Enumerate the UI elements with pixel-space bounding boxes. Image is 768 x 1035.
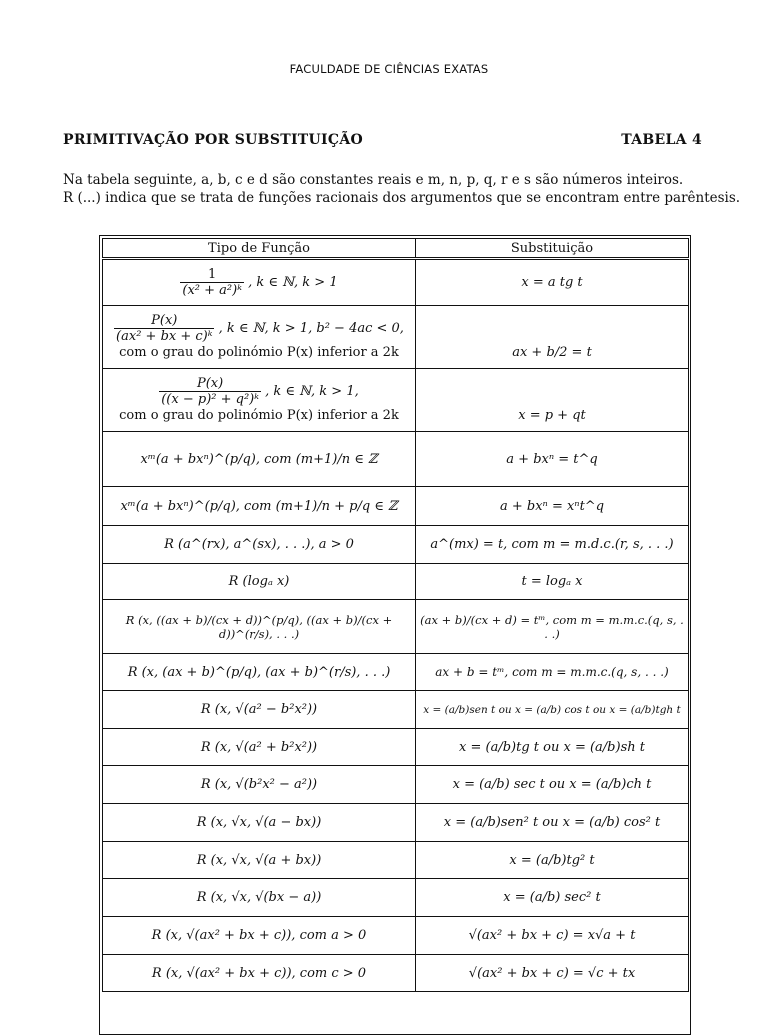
table-row	[103, 306, 689, 369]
table-row	[103, 879, 689, 917]
table-row	[103, 842, 689, 879]
substitution-table-frame	[99, 235, 691, 1035]
substitution-cell: a + bxⁿ = xⁿt^q	[416, 487, 689, 526]
substitution-cell: x = (a/b)sen t ou x = (a/b) cos t ou x = (a/b)tgh t	[416, 691, 689, 729]
function-cell: xᵐ(a + bxⁿ)^(p/q), com (m+1)/n + p/q ∈ ℤ	[103, 487, 416, 526]
fraction: $\frac{P(x)}{\text{(ax² + bx + c)ᵏ}}$	[116, 312, 213, 344]
intro-paragraph	[63, 171, 741, 207]
table-row	[103, 917, 689, 955]
function-cell: xᵐ(a + bxⁿ)^(p/q), com (m+1)/n ∈ ℤ	[103, 432, 416, 487]
substitution-cell: t = logₐ x	[416, 564, 689, 600]
function-cell: R (x, √x, √(a + bx))	[103, 842, 416, 879]
function-cell: R (x, √(b²x² − a²))	[103, 766, 416, 804]
function-cell: R (logₐ x)	[103, 564, 416, 600]
substitution-cell: a + bxⁿ = t^q	[416, 432, 689, 487]
table-row	[103, 955, 689, 992]
intro-line-1: Na tabela seguinte, a, b, c e d são constantes reais e m, n, p, q, r e s são números inteiros.	[63, 172, 684, 188]
table-row	[103, 691, 689, 729]
table-row	[103, 766, 689, 804]
header-function-type: Tipo de Função	[103, 239, 416, 259]
page-title: PRIMITIVAÇÃO POR SUBSTITUIÇÃO	[63, 132, 363, 148]
function-cell: R (x, √(a² + b²x²))	[103, 729, 416, 766]
substitution-table	[102, 238, 689, 992]
faculty-header: FACULDADE DE CIÊNCIAS EXATAS	[289, 62, 489, 76]
substitution-cell: x = p + qt	[416, 369, 689, 432]
substitution-cell: ax + b/2 = t	[416, 306, 689, 369]
function-cell: R (a^(rx), a^(sx), . . .), a > 0	[103, 526, 416, 564]
table-row	[103, 487, 689, 526]
table-header-row	[103, 239, 689, 259]
function-cell: R (x, (ax + b)^(p/q), (ax + b)^(r/s), . . .)	[103, 654, 416, 691]
table-row	[103, 804, 689, 842]
substitution-cell: (ax + b)/(cx + d) = tᵐ, com m = m.m.c.(q, s, . . .)	[416, 600, 689, 654]
table-row	[103, 729, 689, 766]
table-row	[103, 654, 689, 691]
substitution-cell: x = (a/b)tg t ou x = (a/b)sh t	[416, 729, 689, 766]
table-row	[103, 369, 689, 432]
function-cell: R (x, √x, √(a − bx))	[103, 804, 416, 842]
substitution-cell: √(ax² + bx + c) = x√a + t	[416, 917, 689, 955]
substitution-cell: ax + b = tᵐ, com m = m.m.c.(q, s, . . .)	[416, 654, 689, 691]
substitution-cell: x = (a/b) sec² t	[416, 879, 689, 917]
table-row	[103, 600, 689, 654]
fraction: $\frac{1}{\text{(x² + a²)ᵏ}}$	[182, 267, 242, 298]
substitution-cell: x = (a/b)tg² t	[416, 842, 689, 879]
substitution-cell: a^(mx) = t, com m = m.d.c.(r, s, . . .)	[416, 526, 689, 564]
substitution-cell: x = (a/b)sen² t ou x = (a/b) cos² t	[416, 804, 689, 842]
substitution-cell: √(ax² + bx + c) = √c + tx	[416, 955, 689, 992]
table-row	[103, 259, 689, 306]
substitution-cell: x = (a/b) sec t ou x = (a/b)ch t	[416, 766, 689, 804]
function-cell: R (x, ((ax + b)/(cx + d))^(p/q), ((ax + b)/(cx + d))^(r/s), . . .)	[103, 600, 416, 654]
function-cell: R (x, √(ax² + bx + c)), com c > 0	[103, 955, 416, 992]
fraction: $\frac{P(x)}{\text{((x − p)² + q²)ᵏ}}$	[161, 375, 259, 407]
function-cell: R (x, √x, √(bx − a))	[103, 879, 416, 917]
table-row	[103, 526, 689, 564]
function-cell: $\frac{P(x)}{\text{(ax² + bx + c)ᵏ}}$ , k ∈ ℕ, k > 1, b² − 4ac < 0, com o grau do polinómio P(x) inferior a 2k	[103, 306, 416, 369]
function-cell: R (x, √(a² − b²x²))	[103, 691, 416, 729]
function-cell: $\frac{1}{\text{(x² + a²)ᵏ}}$ , k ∈ ℕ, k > 1	[103, 259, 416, 306]
table-row	[103, 564, 689, 600]
table-row	[103, 432, 689, 487]
substitution-cell: x = a tg t	[416, 259, 689, 306]
intro-line-2: R (...) indica que se trata de funções racionais dos argumentos que se encontram entre parêntesis.	[63, 190, 741, 206]
function-cell: $\frac{P(x)}{\text{((x − p)² + q²)ᵏ}}$ , k ∈ ℕ, k > 1, com o grau do polinómio P(x) inferior a 2k	[103, 369, 416, 432]
table-label: TABELA 4	[621, 132, 702, 148]
header-substitution: Substituição	[416, 239, 689, 259]
function-cell: R (x, √(ax² + bx + c)), com a > 0	[103, 917, 416, 955]
